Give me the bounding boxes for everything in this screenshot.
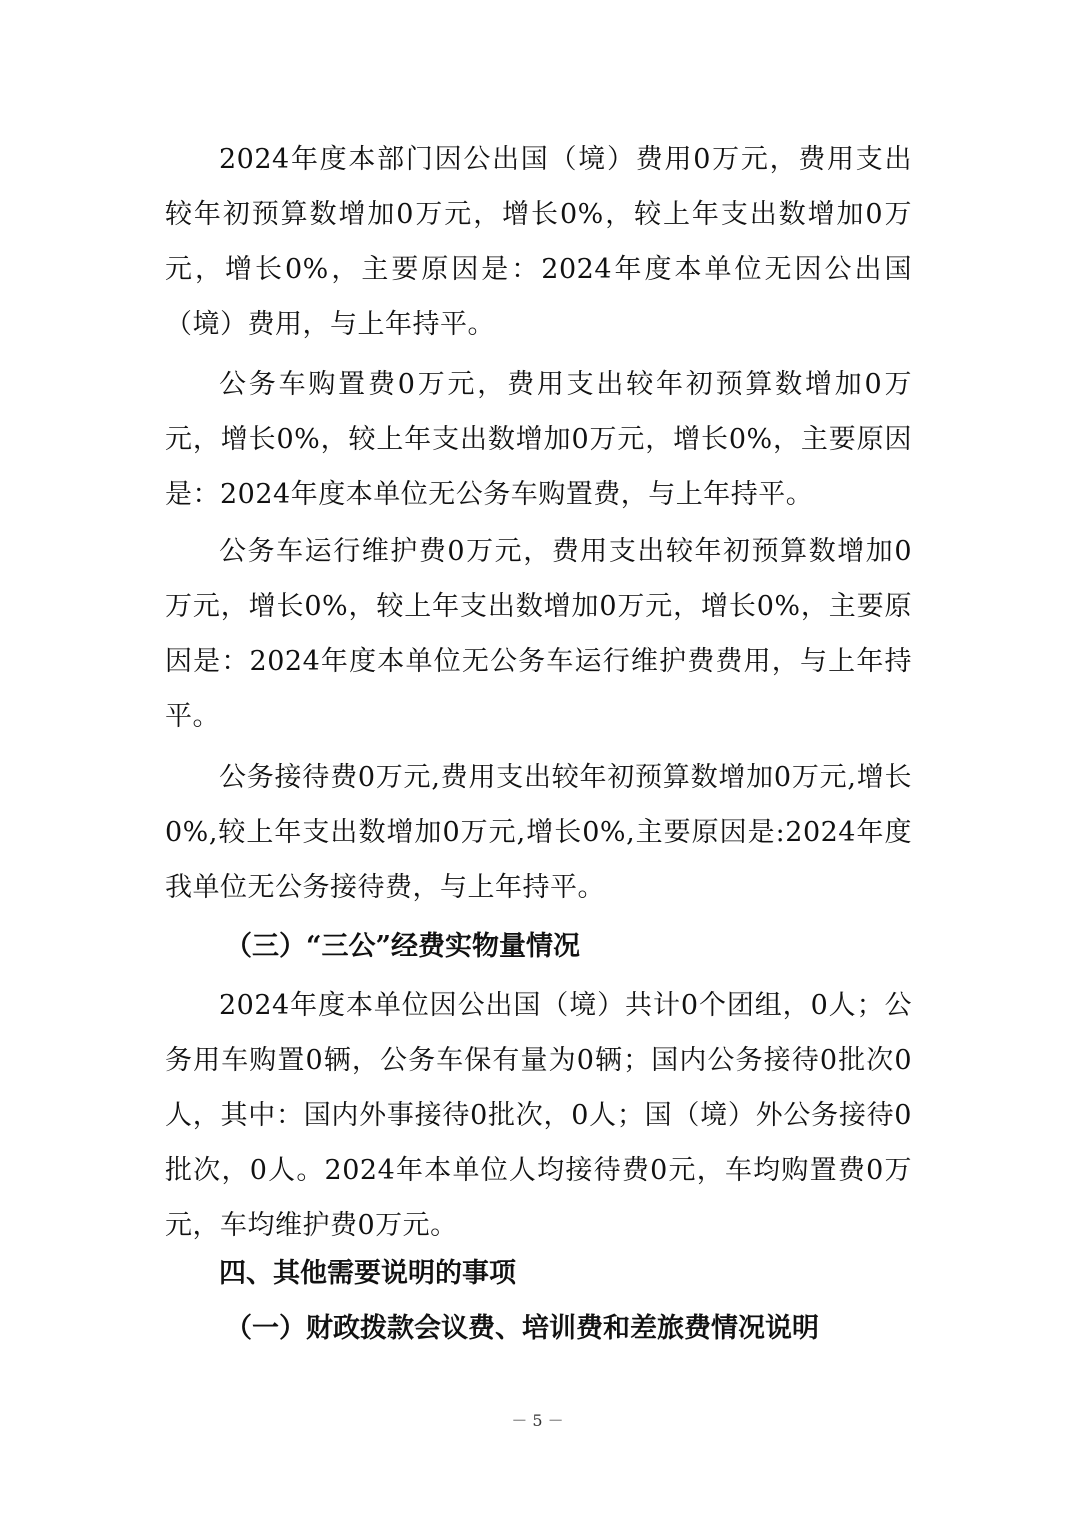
paragraph-reception: 公务接待费0万元,费用支出较年初预算数增加0万元,增长0%,较上年支出数增加0万元,增长0%,主要原因是:2024年度我单位无公务接待费，与上年持平。 — [165, 762, 912, 903]
page-number: － 5 － — [511, 1411, 564, 1430]
heading-section-four: 四、其他需要说明的事项 — [219, 1258, 516, 1289]
heading-meeting-training-travel: （一）财政拨款会议费、培训费和差旅费情况说明 — [225, 1313, 819, 1344]
paragraph-overseas-travel: 2024年度本部门因公出国（境）费用0万元，费用支出较年初预算数增加0万元，增长0%，较上年支出数增加0万元，增长0%，主要原因是：2024年度本单位无因公出国（境）费用，与上年持平。 — [165, 144, 912, 340]
paragraph-vehicle-maintenance: 公务车运行维护费0万元，费用支出较年初预算数增加0万元，增长0%，较上年支出数增加0万元，增长0%，主要原因是：2024年度本单位无公务车运行维护费费用，与上年持平。 — [165, 536, 912, 732]
paragraph-physical-quantity: 2024年度本单位因公出国（境）共计0个团组，0人；公务用车购置0辆，公务车保有量为0辆；国内公务接待0批次0人，其中：国内外事接待0批次，0人；国（境）外公务接待0批次，0人。2024年本单位人均接待费0元，车均购置费0万元，车均维护费0万元。 — [165, 990, 912, 1241]
heading-physical-quantity: （三）“三公”经费实物量情况 — [225, 931, 581, 962]
paragraph-vehicle-purchase: 公务车购置费0万元，费用支出较年初预算数增加0万元，增长0%，较上年支出数增加0万元，增长0%，主要原因是：2024年度本单位无公务车购置费，与上年持平。 — [165, 369, 912, 510]
